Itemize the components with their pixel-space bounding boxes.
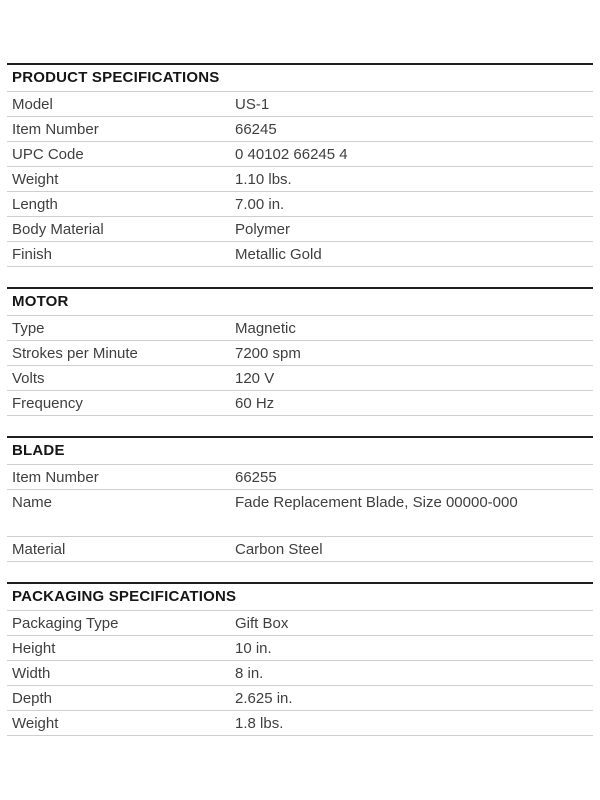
spec-sections-container — [7, 63, 593, 736]
table-row — [7, 242, 593, 267]
spec-section — [7, 287, 593, 416]
table-row — [7, 92, 593, 117]
spec-label: Packaging Type — [12, 614, 119, 632]
spec-value: 1.8 lbs. — [235, 714, 284, 732]
spec-value: Fade Replacement Blade, Size 00000-000 — [235, 494, 518, 511]
spec-label: Length — [12, 195, 58, 213]
table-row — [7, 391, 593, 416]
section-title: BLADE — [7, 438, 593, 465]
spec-value: 7.00 in. — [235, 195, 285, 213]
spec-label: Model — [12, 95, 53, 113]
spec-label: Height — [12, 639, 56, 657]
spec-value: Magnetic — [235, 319, 296, 337]
spec-label: Frequency — [12, 394, 83, 412]
spec-value: 1.10 lbs. — [235, 170, 292, 188]
spec-label: Width — [12, 664, 51, 682]
spec-value: 8 in. — [235, 664, 264, 682]
spec-label: Material — [12, 540, 66, 558]
section-title: PACKAGING SPECIFICATIONS — [7, 584, 593, 611]
spec-value: 10 in. — [235, 639, 272, 657]
table-row — [7, 636, 593, 661]
spec-value: 0 40102 66245 4 — [235, 145, 348, 163]
table-row — [7, 142, 593, 167]
table-row — [7, 611, 593, 636]
spec-value: Metallic Gold — [235, 245, 322, 263]
table-row — [7, 117, 593, 142]
table-row — [7, 537, 593, 562]
spec-value: Carbon Steel — [235, 540, 323, 558]
spec-value: 120 V — [235, 369, 275, 387]
table-row — [7, 341, 593, 366]
spec-value: 7200 spm — [235, 344, 301, 362]
section-title: PRODUCT SPECIFICATIONS — [7, 65, 593, 92]
spec-label: Weight — [12, 714, 59, 732]
spec-section — [7, 63, 593, 267]
table-row — [7, 490, 593, 537]
spec-label: Volts — [12, 369, 45, 387]
spec-value: 66255 — [235, 468, 277, 486]
spec-label: Body Material — [12, 220, 104, 238]
spec-label: Finish — [12, 245, 53, 263]
spec-label: Weight — [12, 170, 59, 188]
spec-label: UPC Code — [12, 145, 84, 163]
section-title: MOTOR — [7, 289, 593, 316]
spec-label: Depth — [12, 689, 53, 707]
table-row — [7, 686, 593, 711]
table-row — [7, 217, 593, 242]
spec-label: Item Number — [12, 120, 99, 138]
table-row — [7, 366, 593, 391]
spec-label: Name — [12, 494, 53, 511]
spec-section — [7, 582, 593, 736]
table-row — [7, 465, 593, 490]
spec-section — [7, 436, 593, 562]
table-row — [7, 167, 593, 192]
spec-value: Gift Box — [235, 614, 289, 632]
table-row — [7, 711, 593, 736]
spec-label: Strokes per Minute — [12, 344, 138, 362]
spec-value: US-1 — [235, 95, 270, 113]
spec-value: 60 Hz — [235, 394, 275, 412]
spec-label: Item Number — [12, 468, 99, 486]
table-row — [7, 192, 593, 217]
spec-value: Polymer — [235, 220, 291, 238]
table-row — [7, 661, 593, 686]
spec-value: 66245 — [235, 120, 277, 138]
spec-value: 2.625 in. — [235, 689, 293, 707]
spec-label: Type — [12, 319, 45, 337]
table-row — [7, 316, 593, 341]
